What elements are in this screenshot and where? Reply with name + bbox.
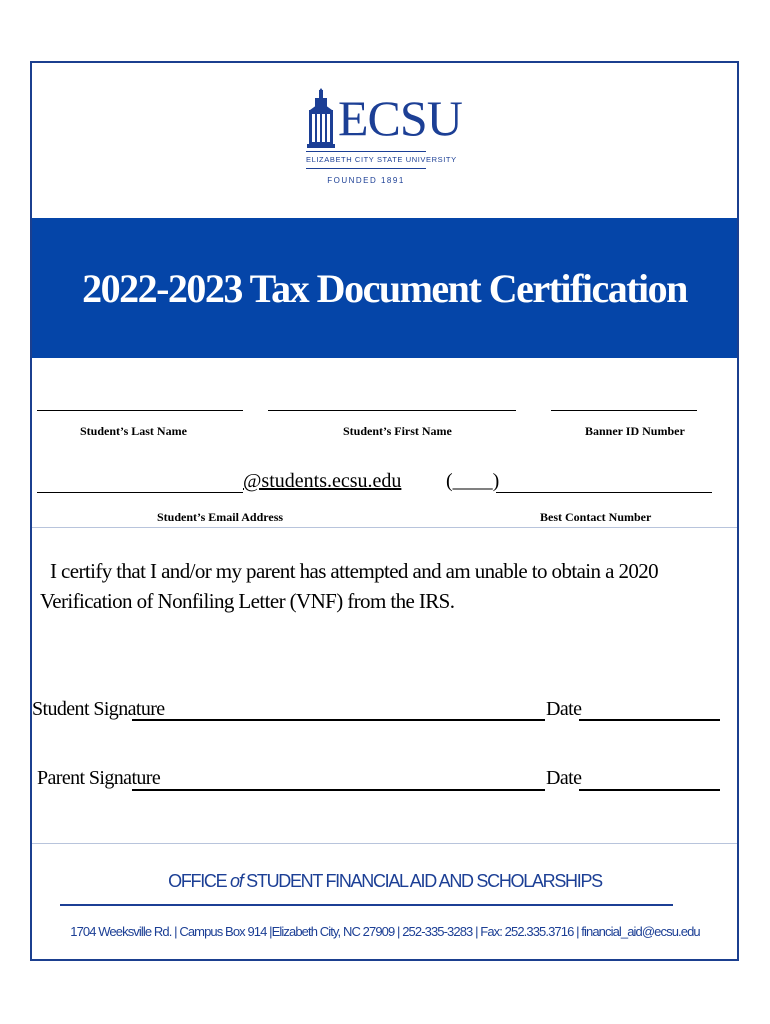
- logo-wordmark: ECSU: [338, 90, 462, 146]
- logo-university-name: ELIZABETH CITY STATE UNIVERSITY: [306, 155, 457, 164]
- office-address: 1704 Weeksville Rd. | Campus Box 914 |Elizabeth City, NC 27909 | 252-335-3283 | Fax: 252.335.3716 | financial_aid@ecsu.edu: [70, 924, 700, 939]
- email-domain-suffix: @students.ecsu.edu: [243, 470, 402, 492]
- certification-statement: I certify that I and/or my parent has attempted and am unable to obtain a 2020 Verification of Nonfiling Letter (VNF) from the IRS.: [40, 559, 659, 613]
- last-name-field[interactable]: [37, 410, 243, 411]
- section-divider-bottom: [32, 843, 737, 844]
- office-name-of: of: [230, 871, 243, 891]
- phone-label: Best Contact Number: [540, 510, 652, 524]
- office-name-pre: OFFICE: [168, 871, 231, 891]
- college-building-icon: [306, 88, 336, 148]
- office-name-post: STUDENT FINANCIAL AID AND SCHOLARSHIPS: [242, 871, 602, 891]
- logo-rule-top: [306, 151, 426, 152]
- student-signature-label: Student Signature: [32, 698, 165, 720]
- student-date-label: Date: [546, 698, 582, 720]
- parent-signature-label: Parent Signature: [37, 767, 161, 789]
- office-name: [0, 871, 770, 892]
- logo-founded: FOUNDED 1891: [327, 176, 405, 185]
- parent-signature-field[interactable]: [132, 789, 545, 791]
- office-underline: [60, 904, 673, 906]
- student-signature-field[interactable]: [132, 719, 545, 721]
- document-title: 2022-2023 Tax Document Certification: [82, 266, 687, 311]
- title-banner: [32, 218, 737, 358]
- parent-date-label: Date: [546, 767, 582, 789]
- parent-date-field[interactable]: [579, 789, 720, 791]
- email-field[interactable]: [37, 492, 243, 493]
- email-label: Student’s Email Address: [157, 510, 284, 524]
- ecsu-logo: [306, 88, 462, 200]
- student-date-field[interactable]: [579, 719, 720, 721]
- first-name-field[interactable]: [268, 410, 516, 411]
- phone-number-field[interactable]: [496, 492, 712, 493]
- logo-rule-bottom: [306, 168, 426, 169]
- first-name-label: Student’s First Name: [343, 424, 452, 438]
- last-name-label: Student’s Last Name: [80, 424, 187, 438]
- phone-area-code[interactable]: (____): [446, 470, 500, 492]
- banner-id-label: Banner ID Number: [585, 424, 685, 438]
- banner-id-field[interactable]: [551, 410, 697, 411]
- section-divider-top: [32, 527, 737, 528]
